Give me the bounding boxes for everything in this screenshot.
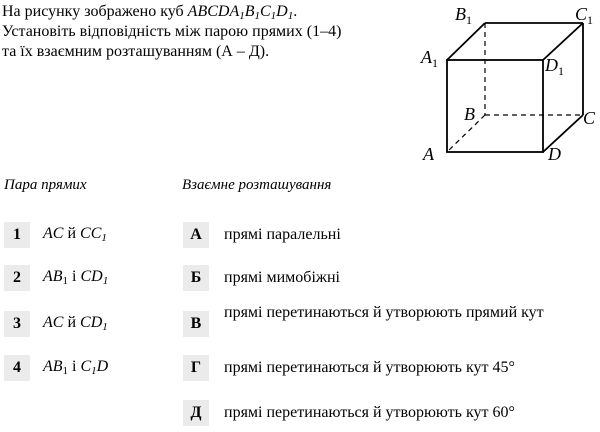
- label-C: C: [583, 108, 596, 128]
- cube-name-part: B: [244, 3, 255, 20]
- pair-number-badge: 2: [4, 265, 30, 291]
- cube-name-period: .: [293, 3, 298, 20]
- cube-name-sub: 1: [239, 10, 245, 22]
- visible-edges: [447, 23, 583, 152]
- relation-letter-badge: А: [183, 222, 209, 248]
- relation-a-text: прямі паралельні: [224, 226, 341, 243]
- cube-name-sub: 1: [254, 10, 260, 22]
- label-B: B: [464, 104, 475, 124]
- pair-number-badge: 3: [4, 311, 30, 337]
- pair-1-text: AC й $CC_1$: [43, 225, 107, 244]
- relation-d-text: прямі перетинаються й утворюють кут 60°: [224, 404, 515, 421]
- label-A: A: [423, 144, 434, 164]
- relation-letter-badge: Д: [183, 400, 209, 426]
- cube-name-part: ABCDA: [187, 3, 240, 20]
- pair-2-text: $AB_1$ і $CD_1$: [43, 268, 109, 287]
- label-A1: $A_1$: [421, 47, 438, 70]
- relation-letter-badge: Б: [183, 265, 209, 291]
- cube-name-part: C: [260, 3, 271, 20]
- relations-header: Взаємне розташування: [182, 177, 332, 193]
- relation-letter-badge: В: [183, 311, 209, 337]
- cube-name-sub: 1: [270, 10, 277, 22]
- intro-line-1: [2, 2, 402, 22]
- label-D: D: [548, 144, 561, 164]
- pair-3-text: AC й $CD_1$: [43, 314, 108, 333]
- label-C1: $C_1$: [575, 4, 594, 27]
- relation-v-text: прямі перетинаються й утворюють прямий кут: [224, 304, 544, 321]
- label-B1: $B_1$: [455, 4, 472, 27]
- pair-4-text: $AB_1$ і $C_1D$: [43, 358, 109, 377]
- pair-number-badge: 1: [4, 222, 30, 248]
- pairs-header: Пара прямих: [4, 177, 87, 193]
- relation-b-text: прямі мимобіжні: [224, 269, 340, 286]
- cube-name: [188, 3, 294, 20]
- relation-letter-badge: Г: [183, 355, 209, 381]
- intro-prefix: На рисунку зображено куб: [2, 3, 188, 20]
- cube-name-sub: 1: [287, 10, 294, 22]
- pair-number-badge: 4: [4, 355, 30, 381]
- cube-name-part: D: [276, 3, 288, 20]
- intro-line-2: Установіть відповідність між парою прямих (1–4): [2, 23, 342, 40]
- relation-g-text: прямі перетинаються й утворюють кут 45°: [224, 359, 515, 376]
- edge-A1B1: [447, 23, 485, 60]
- label-D1: $D_1$: [545, 55, 564, 78]
- problem-statement: [2, 2, 402, 62]
- cube-diagram: [415, 0, 600, 170]
- front-face: [447, 60, 543, 152]
- intro-line-3: та їх взаємним розташуванням (А – Д).: [2, 43, 270, 60]
